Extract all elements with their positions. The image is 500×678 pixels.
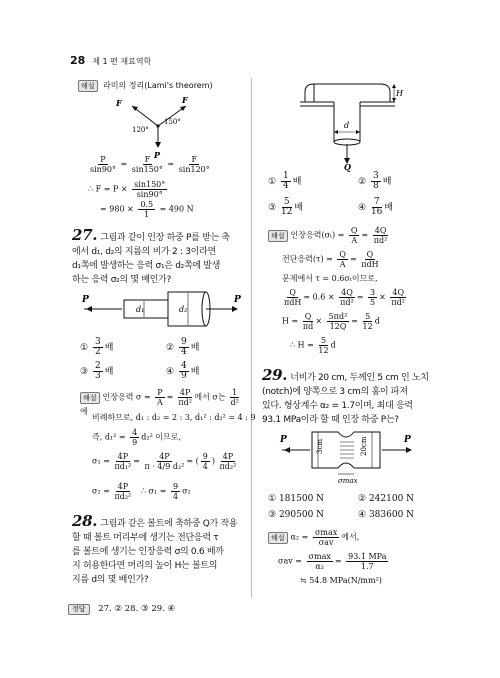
- d-label: d: [344, 121, 350, 130]
- q29-solution-line-1: 해설 α₂ = $\frac{\sigma\max}{\text{σav}}$ 에서,: [268, 528, 359, 547]
- question-27: 27. 그림과 같이 인장 하중 P를 받는 축 에서 d₁, d₂의 지름의 비가 2 : 3이라면 d₁쪽에 발생하는 응력 σ₁은 d₂쪽에 발생 하는 응력 σ₂의 몇 배인가?: [72, 226, 230, 285]
- p-right-label: P: [234, 295, 241, 305]
- question-29: 29. 너비가 20 cm, 두께인 5 cm 인 노치 (notch)에 양쪽으로 3 cm의 홈이 파져 있다. 형상계수 α₂ = 1.7이며, 최대 응력 93.1 MPa이라 할 때 인장 하중 P는?: [262, 366, 429, 425]
- q29-choice-2[interactable]: ② 242100 N: [358, 494, 415, 504]
- q28-solution-line-4: $\frac{Q}{\text{πdH}}$ = 0.6 × $\frac{4Q}{\text{πd²}}$ = $\frac{3}{5}$ × $\frac{4Q}{\text{πd²}}$: [284, 288, 405, 307]
- fbc-label: F: [182, 95, 188, 105]
- d1-label: d₁: [136, 305, 145, 314]
- sigma-max-label: σmax: [338, 477, 358, 485]
- lami-equation-1: $\frac{P}{\sin 90^\circ}$ = $\frac{F}{\sin 150^\circ}$ = $\frac{F}{\sin 120^\circ}$: [90, 155, 210, 174]
- q27-solution-line-1: 해설 인장응력 σ = $\frac{P}{A}$ = $\frac{4P}{\text{πd²}}$ 에서 σ는 $\frac{1}{\text{d²}}$ 에: [80, 388, 239, 416]
- h-label: H: [396, 89, 403, 98]
- q28-solution-line-5: H = $\frac{Q}{\pi d}$ × $\frac{\text{5πd²}}{12Q}$ = $\frac{5}{12}$ d: [282, 312, 380, 331]
- lami-title: 라미의 정리(Lami's theorem): [103, 81, 213, 90]
- q28-solution-line-1: 해설 인장응력(σₜ) = $\frac{Q}{A}$ = $\frac{4Q}{\text{πd²}}$: [268, 226, 390, 245]
- p-right-label: P: [404, 435, 411, 445]
- q28-choice-2[interactable]: ② $\frac{3}{8}$ 배: [358, 171, 392, 191]
- section-title: 제 1 편 재료역학: [92, 57, 152, 66]
- p-label: P: [154, 150, 161, 160]
- question-28: 28. 그림과 같은 볼트에 축하중 Q가 작용 할 때 볼트 머리부에 생기는 전단응력 τ 를 볼트에 생기는 인장응력 σ의 0.6 배까 지 허용한다면 머리의 높이 H는 볼트의 지름 d의 몇 배인가?: [72, 512, 238, 585]
- q29-choice-1[interactable]: ① 181500 N: [268, 494, 325, 504]
- q-label: Q: [344, 162, 351, 172]
- q27-solution-line-3: 즉, d₁² = $\frac{4}{9}$ d₂² 이므로,: [92, 428, 182, 447]
- q27-choice-2[interactable]: ② $\frac{9}{4}$ 배: [166, 337, 200, 357]
- q28-choice-4[interactable]: ④ $\frac{7}{16}$ 배: [358, 197, 394, 217]
- lami-equation-3: = 980 × $\frac{0.5}{1}$ = 490 N: [100, 200, 194, 219]
- answer-tag: 정답: [68, 604, 90, 615]
- p-left-label: P: [82, 295, 89, 305]
- q27-solution-line-2: 비례하므로, d₁ : d₂ = 2 : 3, d₁² : d₂² = 4 : 9: [92, 413, 256, 422]
- width-3cm-label: 3cm: [316, 438, 324, 454]
- q29-choice-4[interactable]: ④ 383600 N: [358, 510, 415, 520]
- lami-force-diagram: [112, 92, 202, 160]
- q28-choice-1[interactable]: ① $\frac{1}{4}$ 배: [268, 171, 302, 191]
- page-number: 28: [70, 54, 86, 67]
- q29-solution-line-3: ≒ 54.8 MPa(N/mm²): [300, 576, 382, 585]
- q27-solution-line-4: σ₁ = $\frac{4P}{\text{πd₁²}}$ = $\frac{4P}{\text{π · 4/9 d₂²}}$ = ( $\frac{9}{4}$ ) $\frac{4P}{\text{πd₂²}}$: [92, 452, 237, 471]
- q28-choice-3[interactable]: ③ $\frac{5}{12}$ 배: [268, 197, 304, 217]
- solution-tag: 해설: [78, 80, 98, 92]
- q29-choice-3[interactable]: ③ 290500 N: [268, 510, 325, 520]
- question-number: 29.: [262, 366, 288, 384]
- q27-shaft-figure: [84, 288, 244, 330]
- q28-solution-line-6: ∴ H = $\frac{5}{12}$ d: [290, 336, 336, 355]
- p-left-label: P: [280, 435, 287, 445]
- q29-notch-figure: [282, 426, 414, 486]
- page-header: [70, 54, 151, 68]
- d2-label: d₂: [179, 305, 188, 314]
- q28-bolt-figure: [300, 72, 403, 172]
- q29-solution-line-2: σav = $\frac{\sigma\max}{\text{α₂}}$ = $\frac{\text{93.1 MPa}}{1.7}$: [278, 552, 387, 571]
- column-divider: [251, 78, 252, 598]
- question-number: 28.: [72, 512, 98, 530]
- q27-choice-1[interactable]: ① $\frac{3}{2}$ 배: [80, 337, 114, 357]
- angle-150-label: 150°: [164, 118, 181, 126]
- angle-120-label: 120°: [132, 126, 149, 134]
- lami-equation-2: ∴ F = P × $\frac{\sin 150^\circ}{\sin 90^\circ}$: [88, 180, 166, 199]
- answer-key: [68, 604, 175, 615]
- lami-solution: [78, 80, 243, 92]
- q27-choice-4[interactable]: ④ $\frac{4}{9}$ 배: [166, 361, 200, 381]
- q27-solution-line-5: σ₂ = $\frac{4P}{\text{πd₂²}}$ ∴ σ₁ = $\frac{9}{4}$ σ₂: [92, 482, 191, 501]
- width-20cm-label: 20cm: [360, 436, 368, 456]
- q27-choice-3[interactable]: ③ $\frac{2}{3}$ 배: [80, 361, 114, 381]
- answer-list: 27. ② 28. ③ 29. ④: [98, 604, 176, 614]
- q28-solution-line-3: 문제에서 τ = 0.6σₜ이므로,: [282, 274, 378, 283]
- question-number: 27.: [72, 226, 98, 244]
- fac-label: F: [116, 98, 122, 108]
- q28-solution-line-2: 전단응력(τ) = $\frac{Q}{A}$ = $\frac{Q}{\text{πdH}}$: [282, 250, 379, 269]
